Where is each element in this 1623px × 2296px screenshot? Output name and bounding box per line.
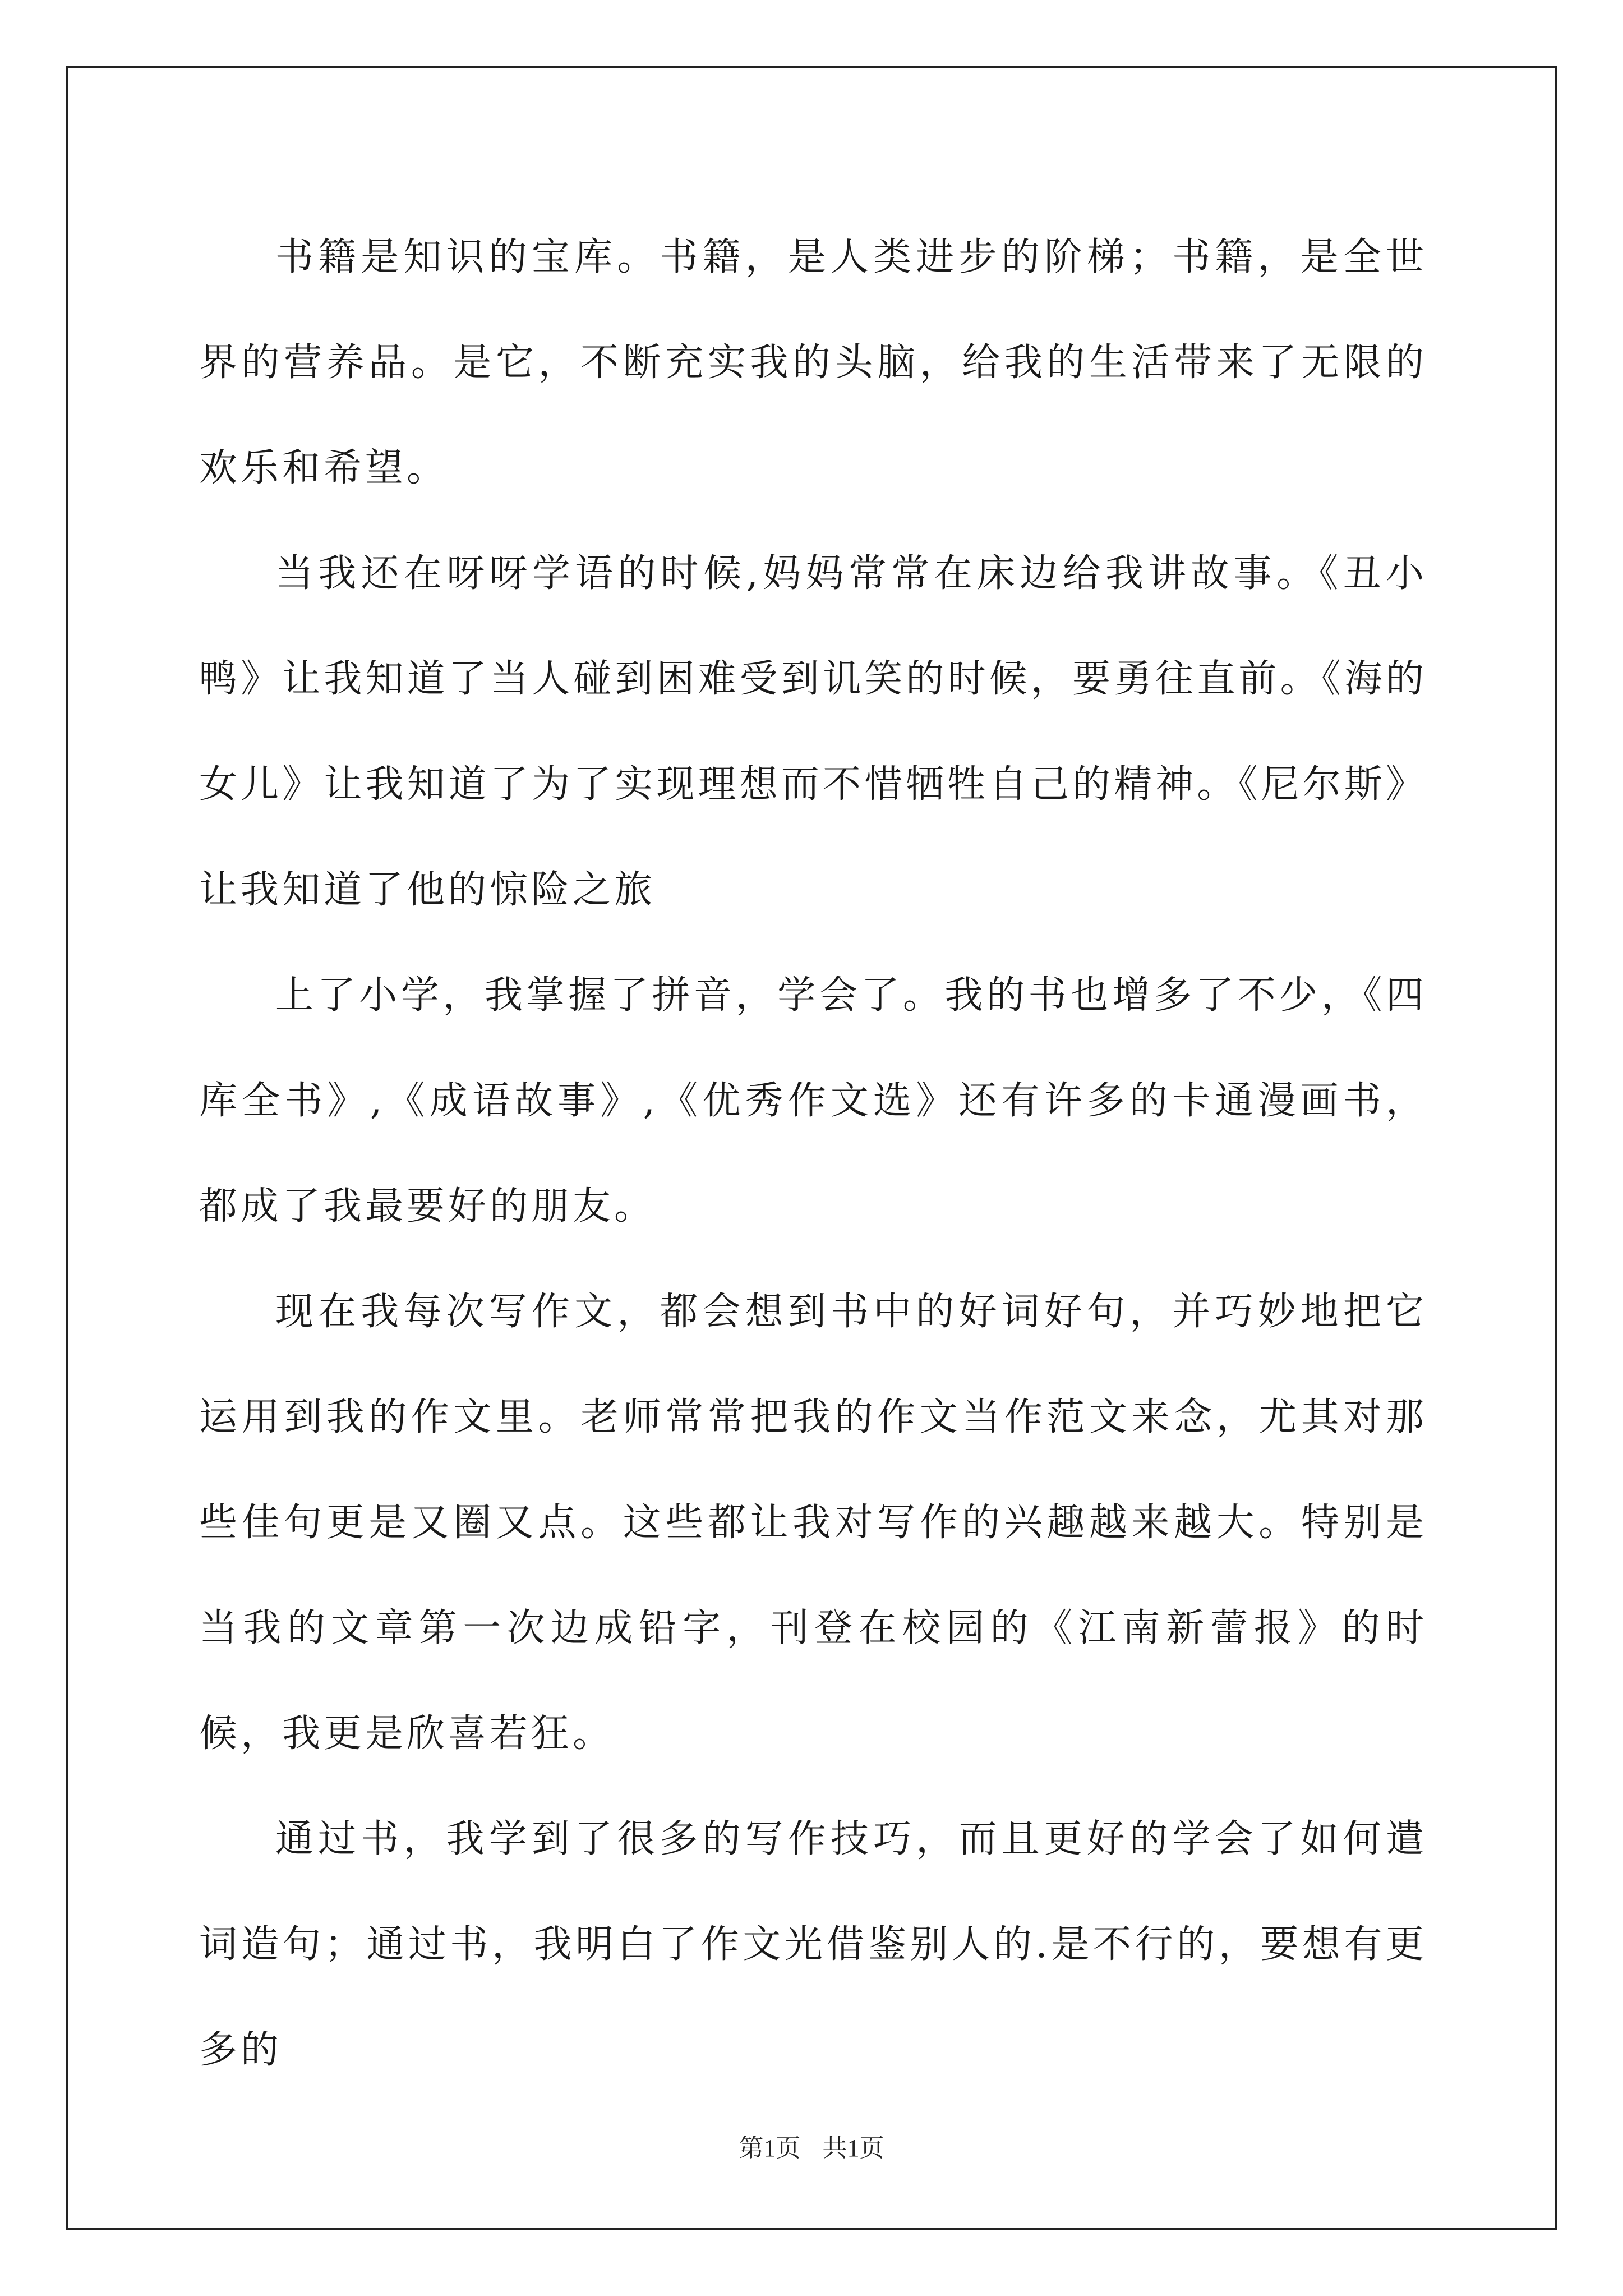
page-footer [0, 2132, 1623, 2165]
document-body [199, 205, 1427, 2103]
paragraph-4: 现在我每次写作文，都会想到书中的好词好句，并巧妙地把它运用到我的作文里。老师常常把我的作文当作范文来念，尤其对那些佳句更是又圈又点。这些都让我对写作的兴趣越来越大。特别是当我的文章第一次边成铅字，刊登在校园的《江南新蕾报》的时候，我更是欣喜若狂。 [199, 1290, 1427, 1756]
page-number-current: 第1页 [739, 2134, 801, 2162]
page-number-total: 共1页 [822, 2134, 884, 2162]
paragraph-5: 通过书，我学到了很多的写作技巧，而且更好的学会了如何遣词造句；通过书，我明白了作文光借鉴别人的.是不行的，要想有更多的 [199, 1817, 1427, 2072]
paragraph-1: 书籍是知识的宝库。书籍，是人类进步的阶梯；书籍，是全世界的营养品。是它，不断充实我的头脑，给我的生活带来了无限的欢乐和希望。 [199, 235, 1427, 490]
paragraph-3: 上了小学，我掌握了拼音，学会了。我的书也增多了不少，《四库全书》,《成语故事》,《优秀作文选》还有许多的卡通漫画书，都成了我最要好的朋友。 [199, 973, 1427, 1228]
paragraph-2: 当我还在呀呀学语的时候,妈妈常常在床边给我讲故事。《丑小鸭》让我知道了当人碰到困难受到讥笑的时候，要勇往直前。《海的女儿》让我知道了为了实现理想而不惜牺牲自己的精神。《尼尔斯》让我知道了他的惊险之旅 [199, 551, 1427, 912]
